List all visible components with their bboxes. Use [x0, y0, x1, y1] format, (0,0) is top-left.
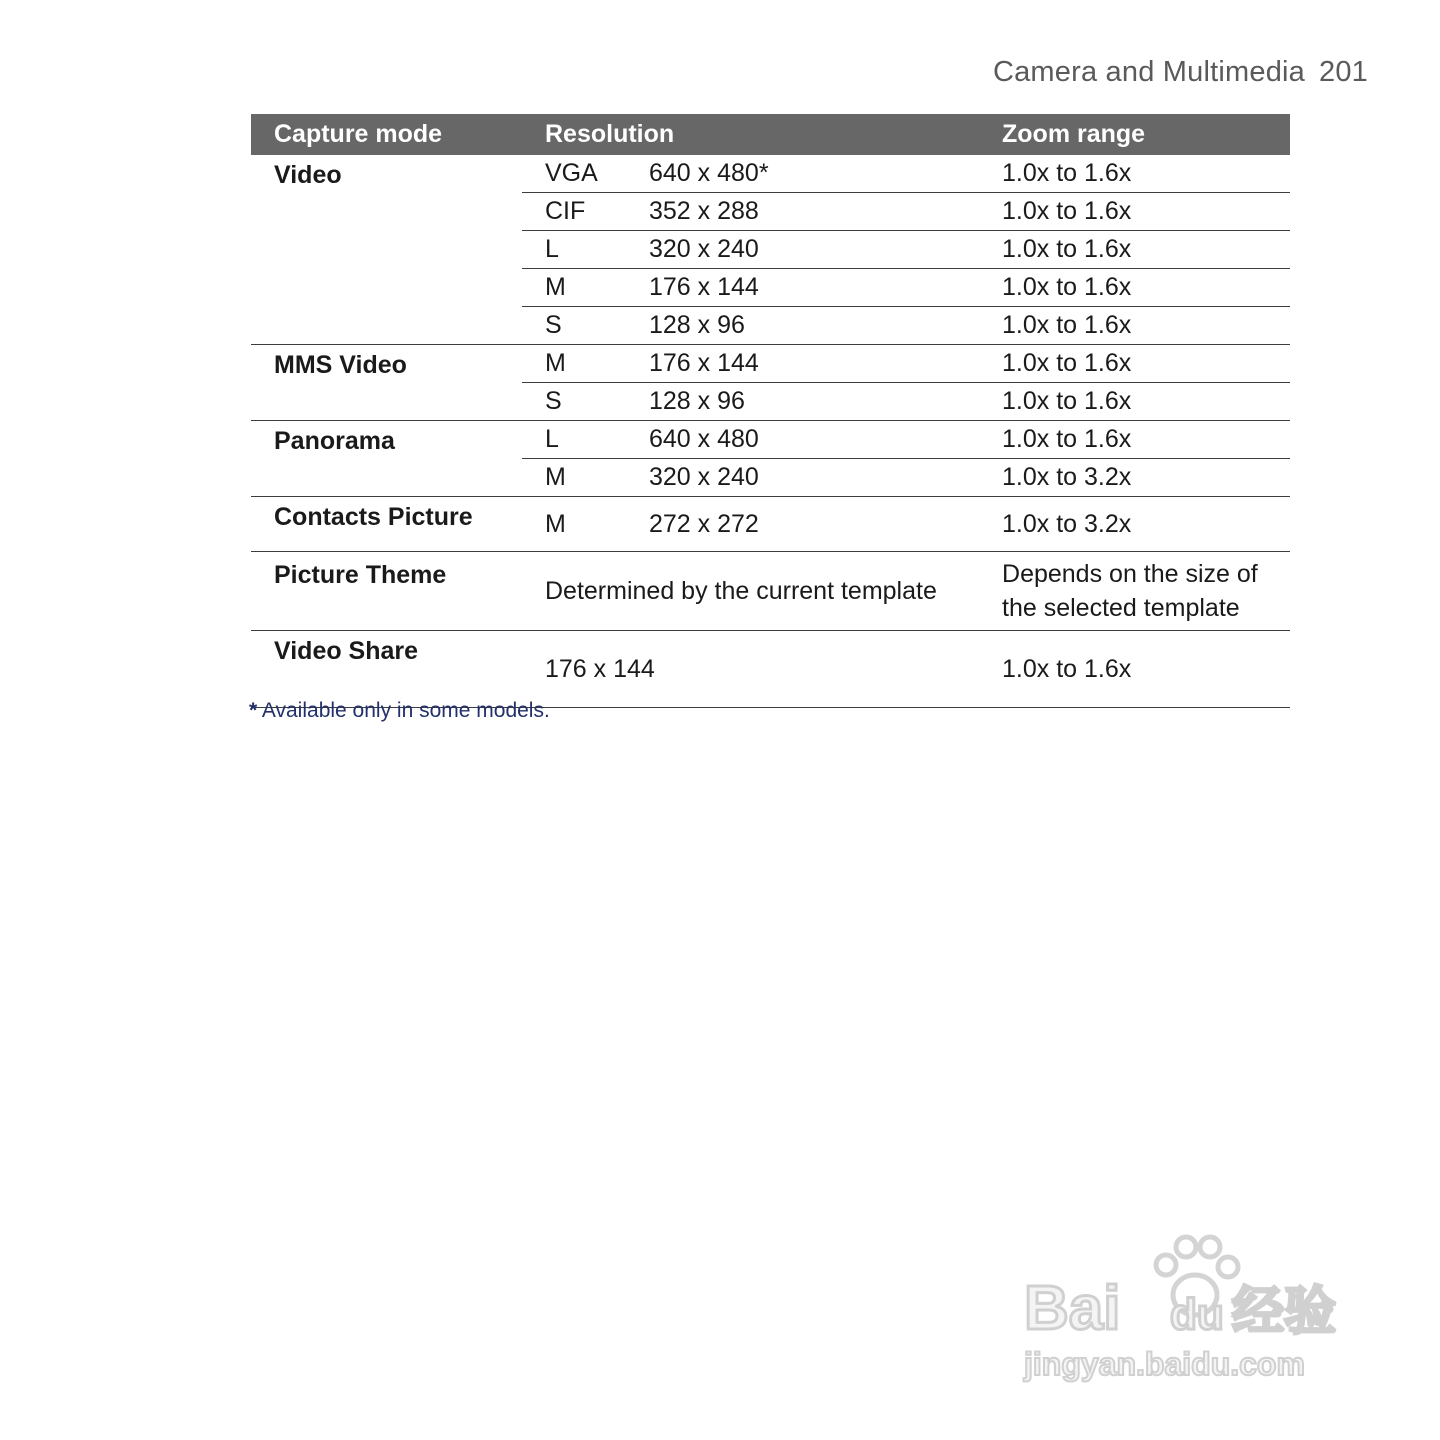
- mode-cell-video: Video: [251, 155, 522, 345]
- footnote: [249, 699, 550, 723]
- header-resolution: Resolution: [522, 114, 979, 155]
- header-capture-mode: Capture mode: [251, 114, 522, 155]
- svg-text:jingyan.baidu.com: jingyan.baidu.com: [1024, 1346, 1305, 1382]
- resolution-cell: 128 x 96: [626, 307, 979, 345]
- size-cell: M: [522, 269, 626, 307]
- zoom-cell: 1.0x to 1.6x: [979, 307, 1290, 345]
- running-header: [993, 56, 1368, 89]
- table-row: [251, 552, 1290, 631]
- zoom-cell: 1.0x to 1.6x: [979, 631, 1290, 708]
- zoom-cell: 1.0x to 1.6x: [979, 383, 1290, 421]
- size-cell: L: [522, 421, 626, 459]
- mode-cell-panorama: Panorama: [251, 421, 522, 497]
- zoom-cell: 1.0x to 1.6x: [979, 155, 1290, 193]
- size-cell: M: [522, 497, 626, 552]
- resolution-cell: 640 x 480*: [626, 155, 979, 193]
- svg-text:du: du: [1170, 1290, 1224, 1339]
- resolution-cell: 176 x 144: [626, 269, 979, 307]
- svg-text:Bai: Bai: [1024, 1274, 1121, 1343]
- size-cell: CIF: [522, 193, 626, 231]
- resolution-cell: 320 x 240: [626, 459, 979, 497]
- table-row: [251, 345, 1290, 383]
- page-number: 201: [1319, 56, 1368, 88]
- size-cell: VGA: [522, 155, 626, 193]
- table-header-row: [251, 114, 1290, 155]
- size-cell: S: [522, 383, 626, 421]
- mode-cell-picture-theme: Picture Theme: [251, 552, 522, 631]
- table-row: [251, 497, 1290, 552]
- header-zoom-range: Zoom range: [979, 114, 1290, 155]
- baidu-watermark-logo: [1020, 1225, 1360, 1385]
- resolution-cell: 128 x 96: [626, 383, 979, 421]
- resolution-cell: 176 x 144: [522, 631, 979, 708]
- size-cell: M: [522, 345, 626, 383]
- resolution-cell: Determined by the current template: [522, 552, 979, 631]
- table-row: [251, 421, 1290, 459]
- resolution-cell: 352 x 288: [626, 193, 979, 231]
- size-cell: S: [522, 307, 626, 345]
- table-row: [251, 631, 1290, 708]
- size-cell: L: [522, 231, 626, 269]
- zoom-cell: 1.0x to 1.6x: [979, 269, 1290, 307]
- table-row: [251, 155, 1290, 193]
- zoom-cell: 1.0x to 3.2x: [979, 497, 1290, 552]
- mode-cell-video-share: Video Share: [251, 631, 522, 708]
- footnote-marker: *: [249, 699, 258, 722]
- zoom-cell: 1.0x to 1.6x: [979, 231, 1290, 269]
- zoom-cell: 1.0x to 1.6x: [979, 421, 1290, 459]
- mode-cell-contacts-picture: Contacts Picture: [251, 497, 522, 552]
- zoom-cell: 1.0x to 1.6x: [979, 193, 1290, 231]
- svg-text:经验: 经验: [1232, 1282, 1337, 1342]
- size-cell: M: [522, 459, 626, 497]
- zoom-cell: 1.0x to 1.6x: [979, 345, 1290, 383]
- mode-cell-mms-video: MMS Video: [251, 345, 522, 421]
- resolution-cell: 640 x 480: [626, 421, 979, 459]
- resolution-cell: 176 x 144: [626, 345, 979, 383]
- capture-mode-table: [251, 114, 1290, 708]
- zoom-cell: Depends on the size of the selected template: [979, 552, 1290, 631]
- resolution-cell: 272 x 272: [626, 497, 979, 552]
- zoom-cell: 1.0x to 3.2x: [979, 459, 1290, 497]
- chapter-title: Camera and Multimedia: [992, 56, 1305, 88]
- resolution-cell: 320 x 240: [626, 231, 979, 269]
- footnote-text: Available only in some models.: [261, 699, 550, 722]
